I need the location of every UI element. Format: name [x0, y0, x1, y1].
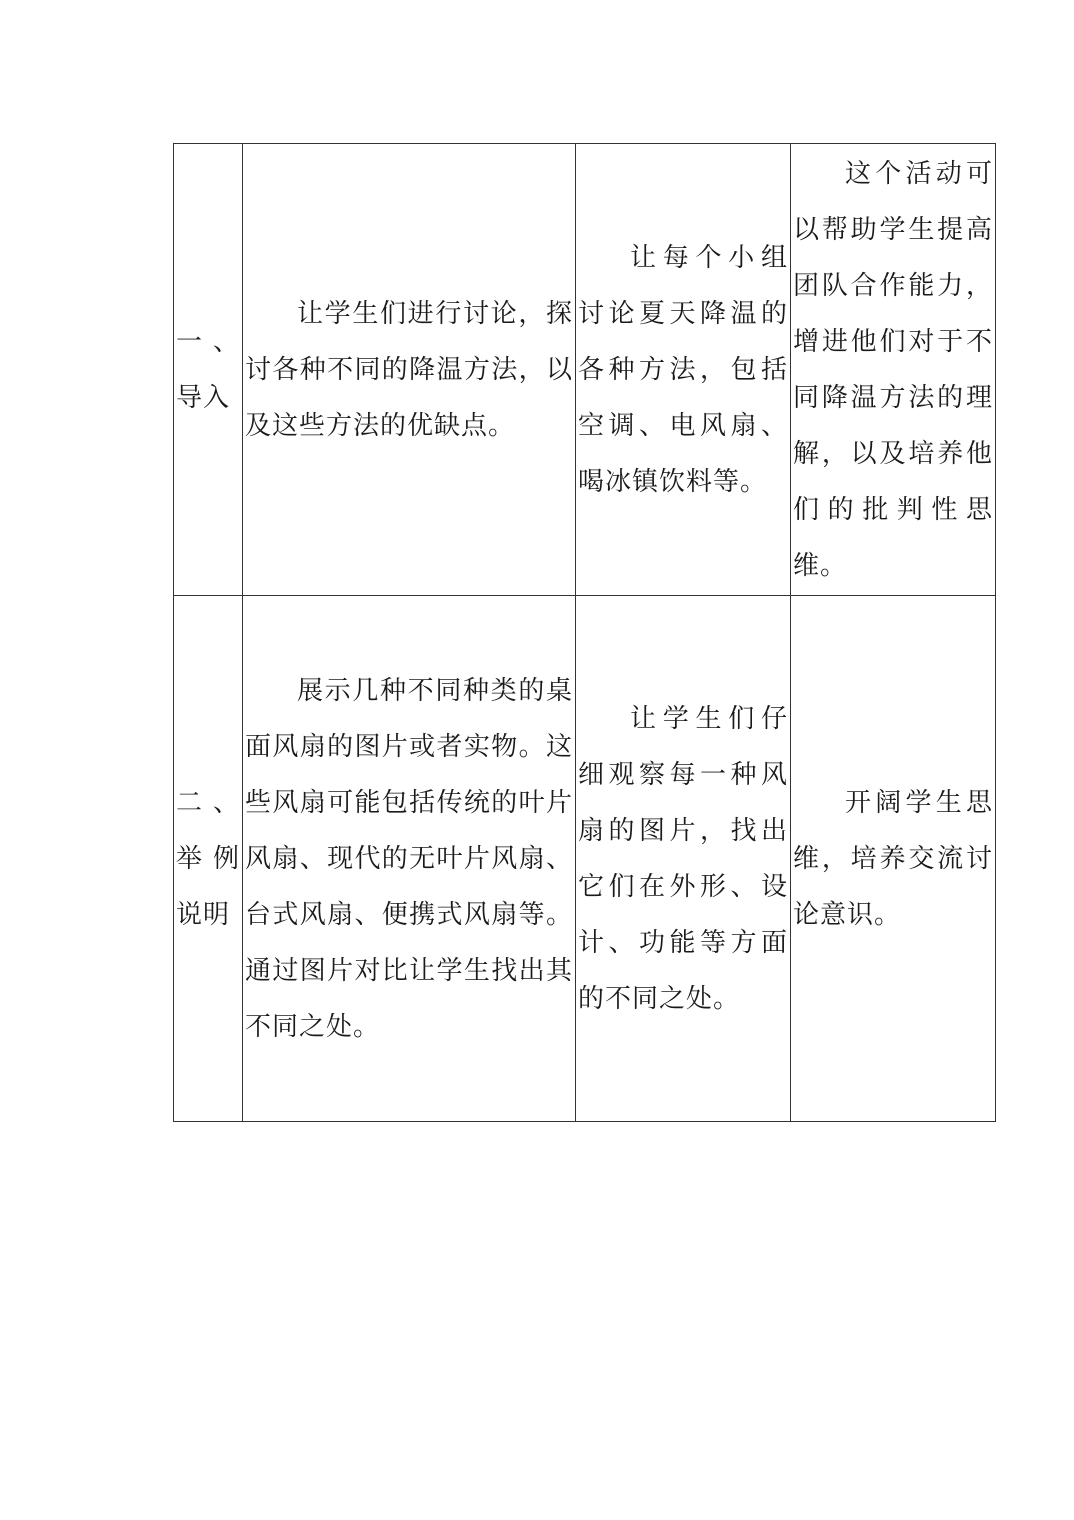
student-activity-cell	[576, 596, 791, 1122]
design-intent-cell	[791, 596, 996, 1122]
lesson-plan-table	[173, 143, 996, 1122]
student-activity-text: 让学生们仔细观察每一种风扇的图片，找出它们在外形、设计、功能等方面的不同之处。	[578, 703, 788, 1014]
stage-cell: 一 、导入	[174, 144, 243, 596]
design-intent-text: 开阔学生思维，培养交流讨论意识。	[793, 787, 993, 930]
stage-cell: 二、举例说明	[174, 596, 243, 1122]
teacher-activity-cell	[243, 144, 576, 596]
student-activity-cell	[576, 144, 791, 596]
student-activity-text: 让每个小组讨论夏天降温的各种方法，包括空调、电风扇、喝冰镇饮料等。	[578, 242, 788, 497]
table-row	[174, 596, 996, 1122]
design-intent-cell	[791, 144, 996, 596]
design-intent-text: 这个活动可以帮助学生提高团队合作能力，增进他们对于不同降温方法的理解，以及培养他们的批判性思维。	[793, 158, 993, 581]
teacher-activity-text: 让学生们进行讨论，探讨各种不同的降温方法，以及这些方法的优缺点。	[245, 298, 573, 441]
teacher-activity-cell	[243, 596, 576, 1122]
table-row	[174, 144, 996, 596]
teacher-activity-text: 展示几种不同种类的桌面风扇的图片或者实物。这些风扇可能包括传统的叶片风扇、现代的无叶片风扇、台式风扇、便携式风扇等。通过图片对比让学生找出其不同之处。	[245, 675, 573, 1042]
